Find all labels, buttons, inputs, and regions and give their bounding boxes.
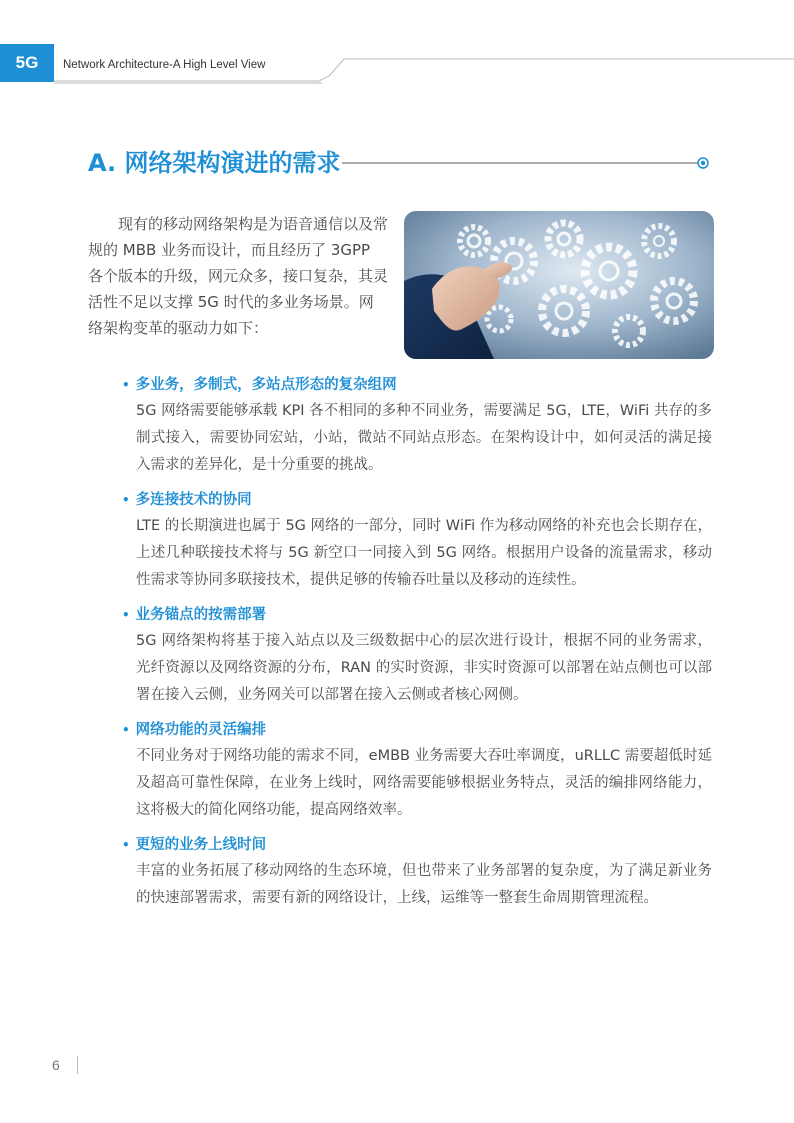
intro-paragraph: 现有的移动网络架构是为语音通信以及常规的 MBB 业务而设计，而且经历了 3GPP 各个版本的升级，网元众多，接口复杂，其灵活性不足以支撑 5G 时代的多业务场景。网络架构变革的驱动力如下： bbox=[88, 215, 389, 337]
header-title: Network Architecture-A High Level View bbox=[63, 59, 266, 71]
item-heading: 网络功能的灵活编排 bbox=[135, 722, 267, 738]
list-item bbox=[122, 487, 712, 594]
header-tab: 5G bbox=[0, 44, 54, 82]
page-number: 6 bbox=[52, 1057, 60, 1073]
list-item bbox=[122, 832, 712, 912]
item-heading: 业务锚点的按需部署 bbox=[135, 607, 267, 623]
bullet-icon: • bbox=[122, 838, 130, 852]
item-body: LTE 的长期演进也属于 5G 网络的一部分，同时 WiFi 作为移动网络的补充也会长期存在，上述几种联接技术将与 5G 新空口一同接入到 5G 网络。根据用户设备的流量需求，移动性需求等协同多联接技术，提供足够的传输吞吐量以及移动的连续性。 bbox=[136, 518, 712, 588]
section-title-rule bbox=[342, 153, 712, 173]
item-heading: 更短的业务上线时间 bbox=[135, 837, 267, 853]
section-title: A. 网络架构演进的需求 bbox=[88, 149, 341, 177]
bullet-icon: • bbox=[122, 378, 130, 392]
list-item bbox=[122, 372, 712, 479]
bullet-icon: • bbox=[122, 493, 130, 507]
bullet-icon: • bbox=[122, 723, 130, 737]
item-heading: 多连接技术的协同 bbox=[135, 492, 252, 508]
footer-divider bbox=[77, 1056, 78, 1074]
item-body: 丰富的业务拓展了移动网络的生态环境，但也带来了业务部署的复杂度，为了满足新业务的快速部署需求，需要有新的网络设计，上线，运维等一整套生命周期管理流程。 bbox=[136, 863, 712, 906]
item-body: 5G 网络需要能够承载 KPI 各不相同的多种不同业务，需要满足 5G，LTE，WiFi 共存的多制式接入，需要协同宏站，小站，微站不同站点形态。在架构设计中，如何灵活的满足接入需求的差异化，是十分重要的挑战。 bbox=[136, 403, 712, 473]
driver-list bbox=[122, 372, 712, 920]
item-body: 5G 网络架构将基于接入站点以及三级数据中心的层次进行设计，根据不同的业务需求，光纤资源以及网络资源的分布，RAN 的实时资源，非实时资源可以部署在站点侧也可以部署在接入云侧，业务网关可以部署在接入云侧或者核心网侧。 bbox=[136, 633, 712, 703]
item-body: 不同业务对于网络功能的需求不同，eMBB 业务需要大吞吐率调度，uRLLC 需要超低时延及超高可靠性保障，在业务上线时，网络需要能够根据业务特点，灵活的编排网络能力，这将极大的简化网络功能，提高网络效率。 bbox=[136, 748, 712, 818]
item-heading: 多业务，多制式，多站点形态的复杂组网 bbox=[135, 377, 397, 393]
list-item bbox=[122, 717, 712, 824]
list-item bbox=[122, 602, 712, 709]
bullet-icon: • bbox=[122, 608, 130, 622]
hand-gears-image bbox=[404, 211, 714, 359]
